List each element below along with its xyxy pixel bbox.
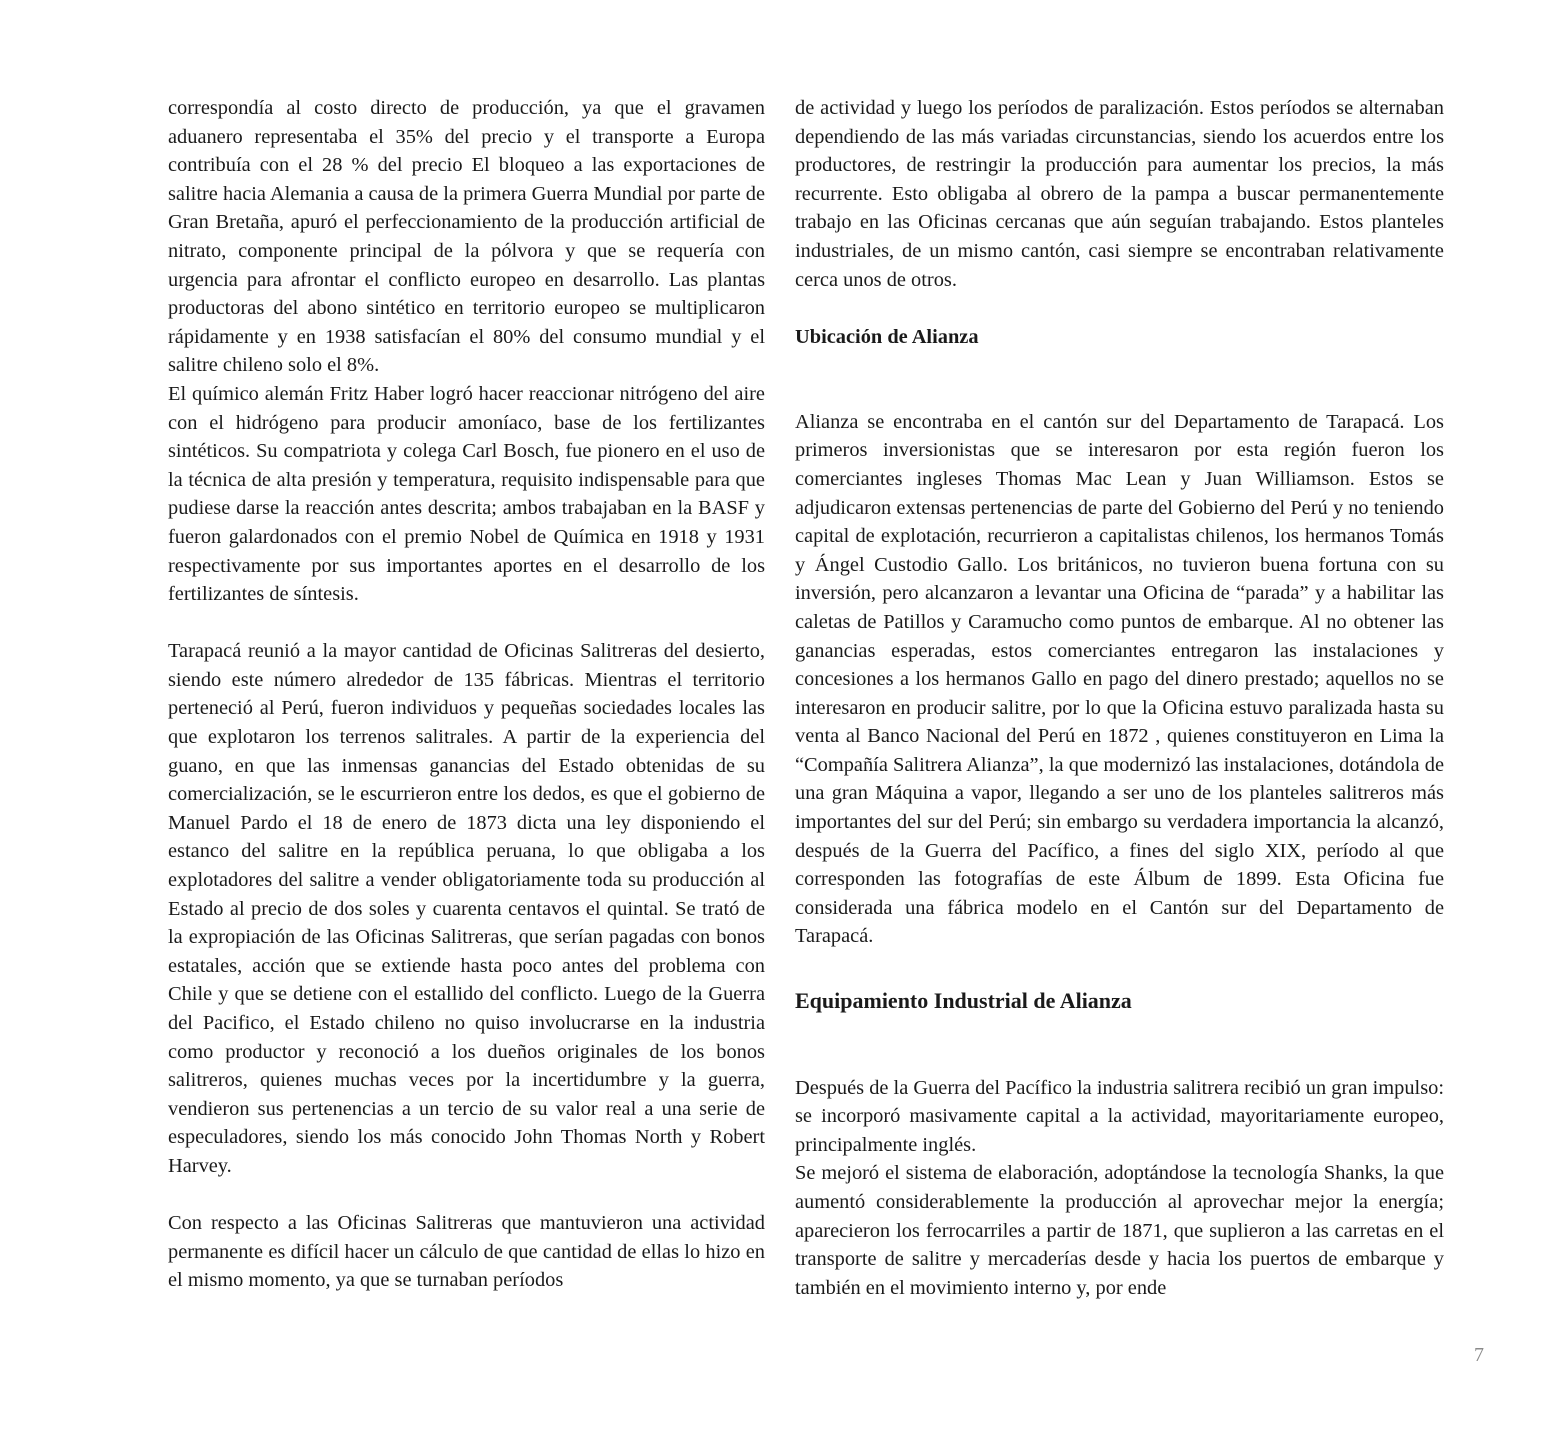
paragraph: Tarapacá reunió a la mayor cantidad de Oficinas Salitreras del desierto, siendo este número alrededor de 135 fábricas. Mientras el territorio perteneció al Perú, fueron individuos y pequeñas sociedades locales las que explotaron los terrenos salitrales. A partir de la experiencia del guano, en que las inmensas ganancias del Estado obtenidas de su comercialización, se le escurrieron entre los dedos, es que el gobierno de Manuel Pardo el 18 de enero de 1873 dicta una ley disponiendo el estanco del salitre en la república peruana, lo que obligaba a los explotadores del salitre a vender obligatoriamente toda su producción al Estado al precio de dos soles y cuarenta centavos el quintal. Se trató de la expropiación de las Oficinas Salitreras, que serían pagadas con bonos estatales, acción que se extiende hasta poco antes del problema con Chile y que se detiene con el estallido del conflicto. Luego de la Guerra del Pacifico, el Estado chileno no quiso involucrarse en la industria como productor y reconoció a los dueños originales de los bonos salitreros, quienes muchas veces por la incertidumbre y la guerra, vendieron sus pertenencias a un tercio de su valor real a una serie de especuladores, siendo los más conocido John Thomas North y Robert Harvey. xyxy=(168,640,765,1177)
paragraph: Después de la Guerra del Pacífico la industria salitrera recibió un gran impulso: se incorporó masivamente capital a la actividad, mayoritariamente europeo, principalmente inglés. xyxy=(795,1076,1444,1156)
paragraph: de actividad y luego los períodos de paralización. Estos períodos se alternaban dependiendo de las más variadas circunstancias, siendo los acuerdos entre los productores, de restringir la producción para aumentar los precios, la más recurrente. Esto obligaba al obrero de la pampa a buscar permanentemente trabajo en las Oficinas cercanas que aún seguían trabajando. Estos planteles industriales, de un mismo cantón, casi siempre se encontraban relativamente cerca unos de otros. xyxy=(795,97,1444,291)
paragraph: correspondía al costo directo de producción, ya que el gravamen aduanero representaba el 35% del precio y el transporte a Europa contribuía con el 28 % del precio El bloqueo a las exportaciones de salitre hacia Alemania a causa de la primera Guerra Mundial por parte de Gran Bretaña, apuró el perfeccionamiento de la producción artificial de nitrato, componente principal de la pólvora y que se requería con urgencia para afrontar el conflicto europeo en desarrollo. Las plantas productoras del abono sintético en territorio europeo se multiplicaron rápidamente y en 1938 satisfacían el 80% del consumo mundial y el salitre chileno solo el 8%. xyxy=(168,97,765,377)
section-heading: Equipamiento Industrial de Alianza xyxy=(795,988,1132,1014)
section-heading: Ubicación de Alianza xyxy=(795,326,979,349)
paragraph: Alianza se encontraba en el cantón sur del Departamento de Tarapacá. Los primeros inversionistas que se interesaron por esta región fueron los comerciantes ingleses Thomas Mac Lean y Juan Williamson. Estos se adjudicaron extensas pertenencias de parte del Gobierno del Perú y no teniendo capital de explotación, recurrieron a capitalistas chilenos, los hermanos Tomás y Ángel Custodio Gallo. Los británicos, no tuvieron buena fortuna con su inversión, pero alcanzaron a levantar una Oficina de “parada” y a habilitar las caletas de Patillos y Caramucho como puntos de embarque. Al no obtener las ganancias esperadas, estos comerciantes entregaron las instalaciones y concesiones a los hermanos Gallo en pago del dinero prestado; aquellos no se interesaron en producir salitre, por lo que la Oficina estuvo paralizada hasta su venta al Banco Nacional del Perú en 1872 , quienes constituyeron en Lima la “Compañía Salitrera Alianza”, la que modernizó las instalaciones, dotándola de una gran Máquina a vapor, llegando a ser uno de los planteles salitreros más importantes del sur del Perú; sin embargo su verdadera importancia la alcanzó, después de la Guerra del Pacífico, a fines del siglo XIX, período al que corresponden las fotografías de este Álbum de 1899. Esta Oficina fue considerada una fábrica modelo en el Cantón sur del Departamento de Tarapacá. xyxy=(795,410,1444,948)
page-number: 7 xyxy=(1474,1344,1484,1366)
paragraph: Con respecto a las Oficinas Salitreras que mantuvieron una actividad permanente es difícil hacer un cálculo de que cantidad de ellas lo hizo en el mismo momento, ya que se turnaban períodos xyxy=(168,1212,765,1292)
paragraph: Se mejoró el sistema de elaboración, adoptándose la tecnología Shanks, la que aumentó considerablemente la producción al aprovechar mejor la energía; aparecieron los ferrocarriles a partir de 1871, que suplieron a las carretas en el transporte de salitre y mercaderías desde y hacia los puertos de embarque y también en el movimiento interno y, por ende xyxy=(795,1162,1444,1299)
right-column xyxy=(795,94,1444,1302)
paragraph: El químico alemán Fritz Haber logró hacer reaccionar nitrógeno del aire con el hidrógeno para producir amoníaco, base de los fertilizantes sintéticos. Su compatriota y colega Carl Bosch, fue pionero en el uso de la técnica de alta presión y temperatura, requisito indispensable para que pudiese darse la reacción antes descrita; ambos trabajaban en la BASF y fueron galardonados con el premio Nobel de Química en 1918 y 1931 respectivamente por sus importantes aportes en el desarrollo de los fertilizantes de síntesis. xyxy=(168,382,765,606)
left-column xyxy=(168,94,765,1295)
